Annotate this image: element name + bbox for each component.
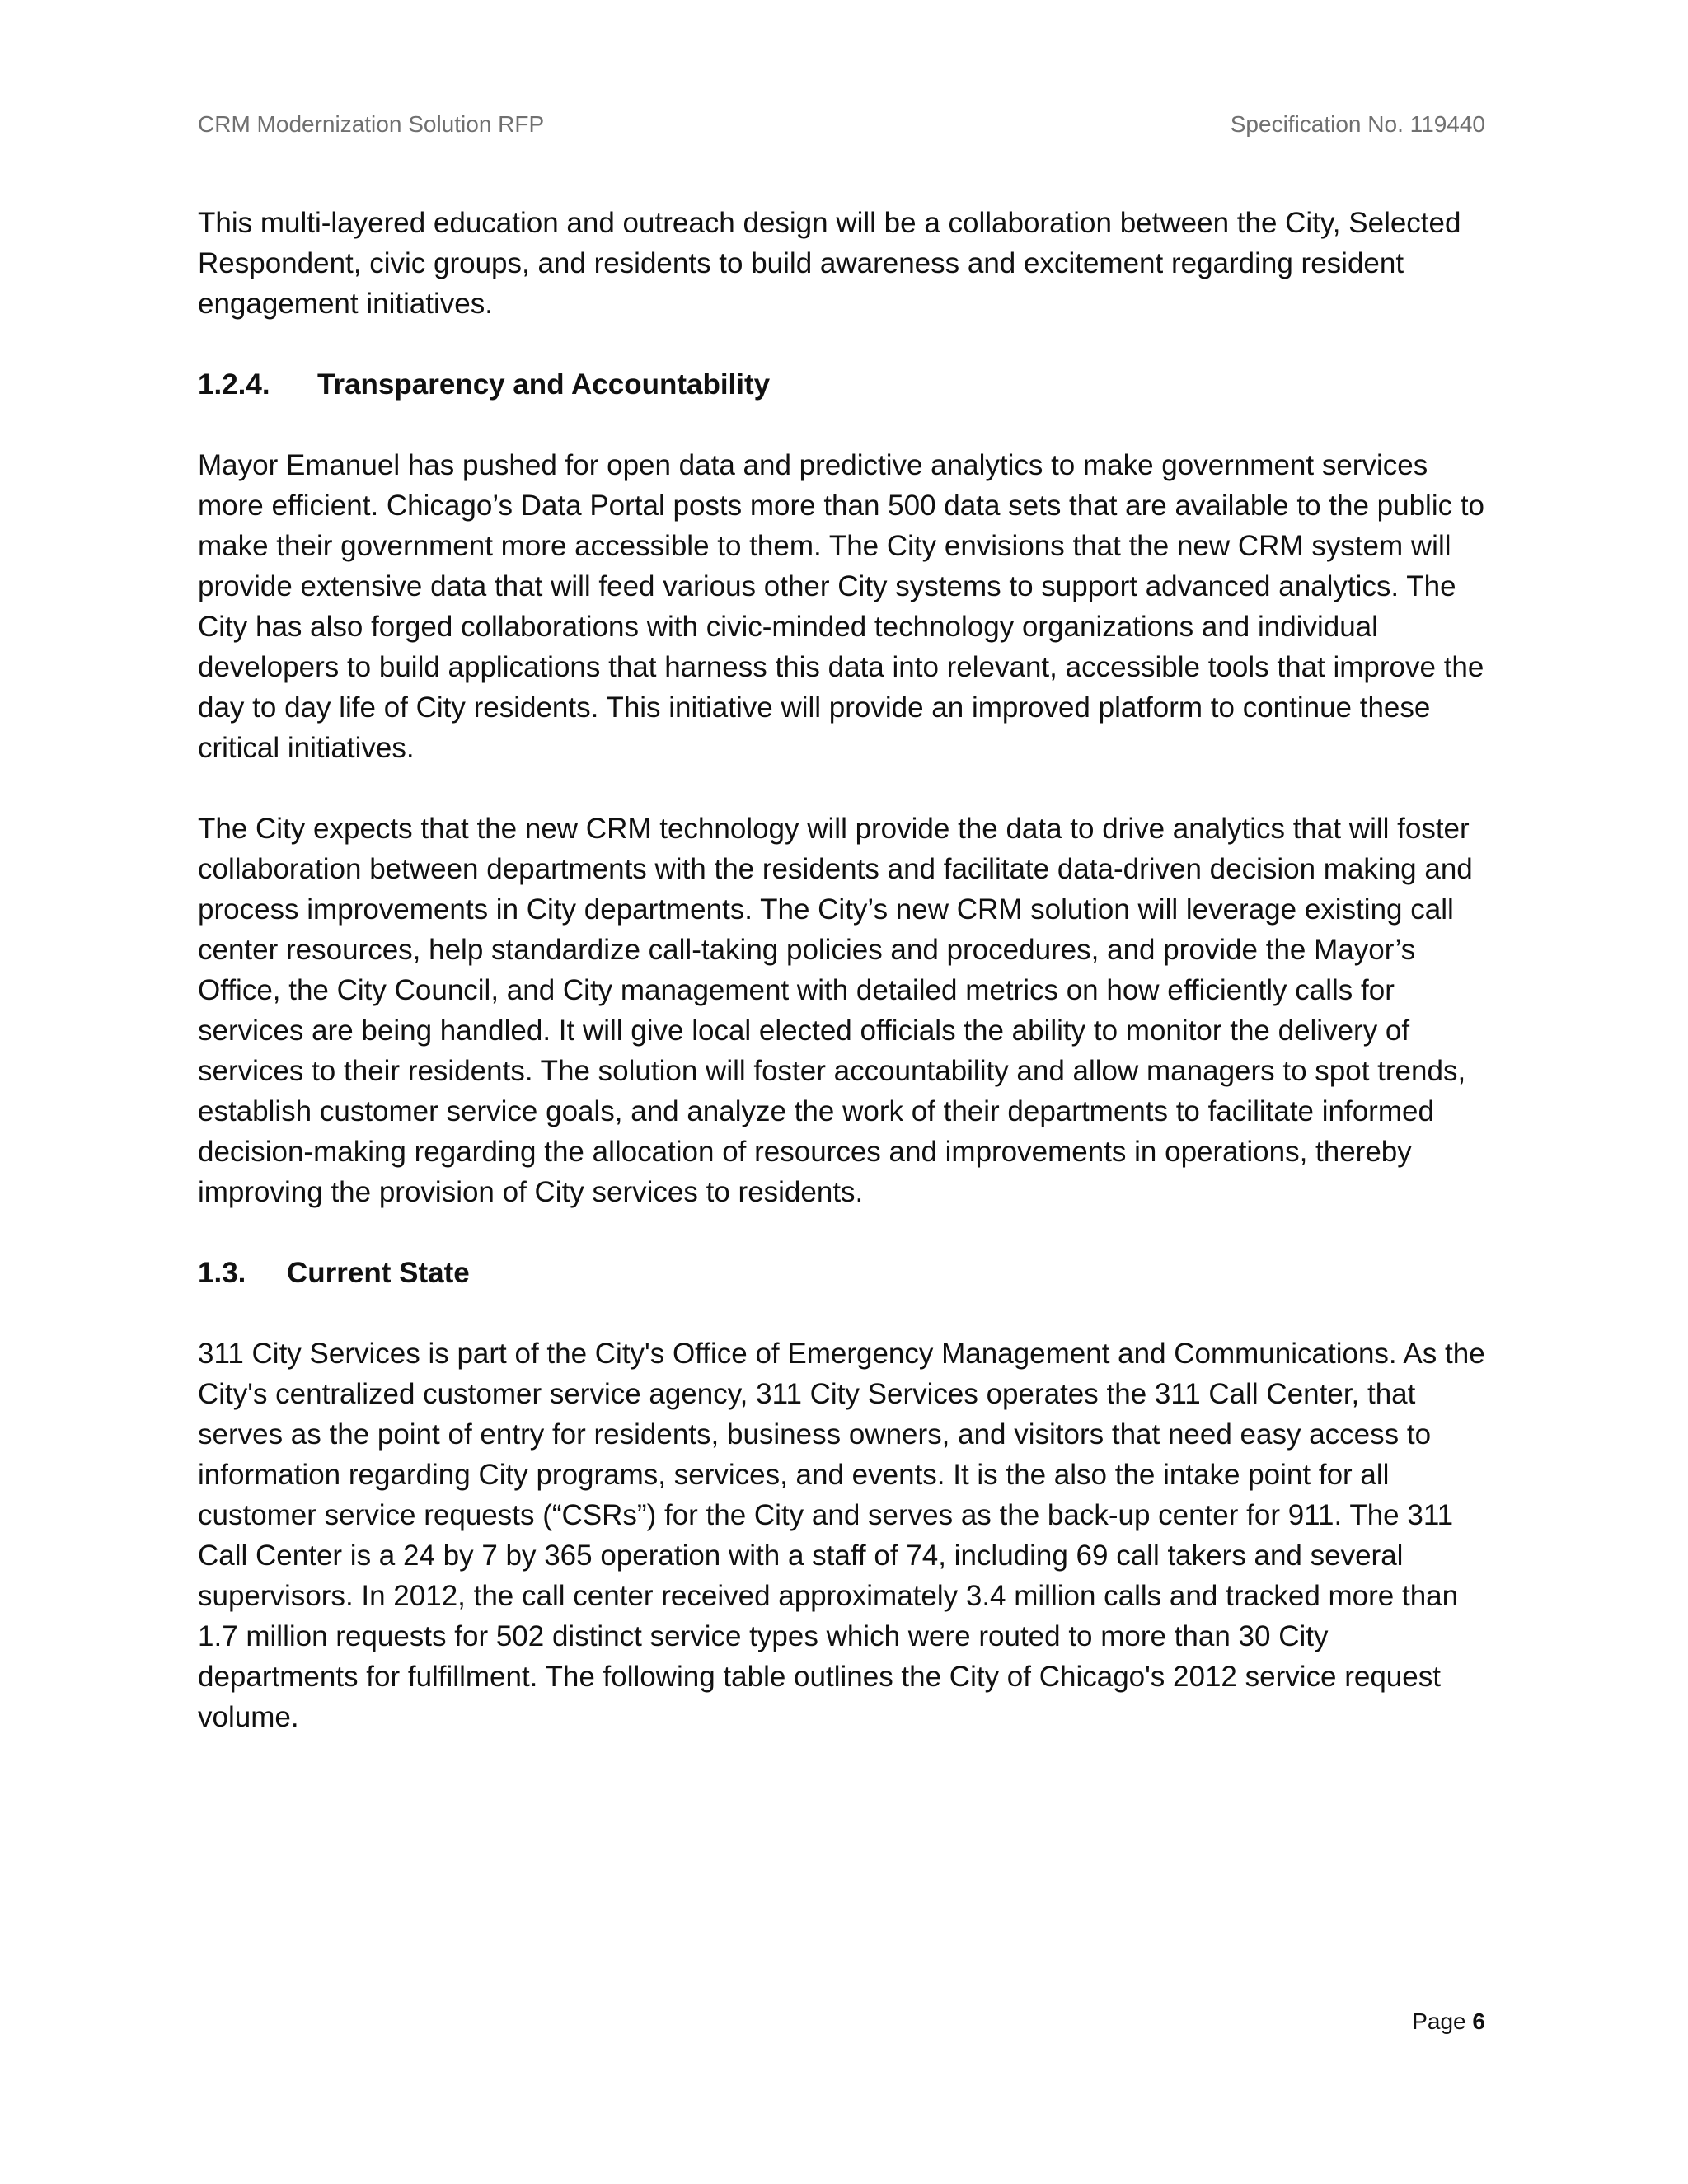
paragraph-current-state: 311 City Services is part of the City's Office of Emergency Management and Communications. As the City's centralized customer service agency, 311 City Services operates the 311 Call Center, that serves as the point of entry for residents, business owners, and visitors that need easy access to information regarding City programs, services, and events. It is the also the intake point for all customer service requests (“CSRs”) for the City and serves as the back-up center for 911. The 311 Call Center is a 24 by 7 by 365 operation with a staff of 74, including 69 call takers and several supervisors. In 2012, the call center received approximately 3.4 million calls and tracked more than 1.7 million requests for 502 distinct service types which were routed to more than 30 City departments for fulfillment. The following table outlines the City of Chicago's 2012 service request volume. bbox=[198, 1338, 1485, 1733]
section-number: 1.2.4. bbox=[198, 368, 270, 401]
document-body bbox=[198, 203, 1496, 1778]
paragraph-transparency-1: Mayor Emanuel has pushed for open data and predictive analytics to make government services more efficient. Chicago’s Data Portal posts more than 500 data sets that are available to the public to make their government more accessible to them. The City envisions that the new CRM system will provide extensive data that will feed various other City systems to support advanced analytics. The City has also forged collaborations with civic-minded technology organizations and individual developers to build applications that harness this data into relevant, accessible tools that improve the day to day life of City residents. This initiative will provide an improved platform to continue these critical initiatives. bbox=[198, 449, 1485, 764]
header-specification-number: Specification No. 119440 bbox=[1230, 111, 1485, 137]
page-footer bbox=[1412, 2008, 1485, 2036]
section-title: Transparency and Accountability bbox=[317, 368, 771, 401]
page-number: 6 bbox=[1472, 2008, 1485, 2034]
section-number: 1.3. bbox=[198, 1257, 246, 1289]
paragraph-transparency-2: The City expects that the new CRM technology will provide the data to drive analytics that will foster collaboration between departments with the residents and facilitate data-driven decision making and process improvements in City departments. The City’s new CRM solution will leverage existing call center resources, help standardize call-taking policies and procedures, and provide the Mayor’s Office, the City Council, and City management with detailed metrics on how efficiently calls for services are being handled. It will give local elected officials the ability to monitor the delivery of services to their residents. The solution will foster accountability and allow managers to spot trends, establish customer service goals, and analyze the work of their departments to facilitate informed decision-making regarding the allocation of resources and improvements in operations, thereby improving the provision of City services to residents. bbox=[198, 813, 1473, 1208]
section-heading-1-2-4 bbox=[198, 364, 1496, 405]
paragraph-intro: This multi-layered education and outreach design will be a collaboration between the City, Selected Respondent, civic groups, and residents to build awareness and excitement regarding resident engagement initiatives. bbox=[198, 207, 1461, 320]
header-document-title: CRM Modernization Solution RFP bbox=[198, 111, 545, 137]
section-heading-1-3 bbox=[198, 1253, 1496, 1293]
running-header bbox=[198, 110, 1485, 138]
page-label: Page bbox=[1412, 2008, 1466, 2034]
section-title: Current State bbox=[287, 1257, 470, 1289]
